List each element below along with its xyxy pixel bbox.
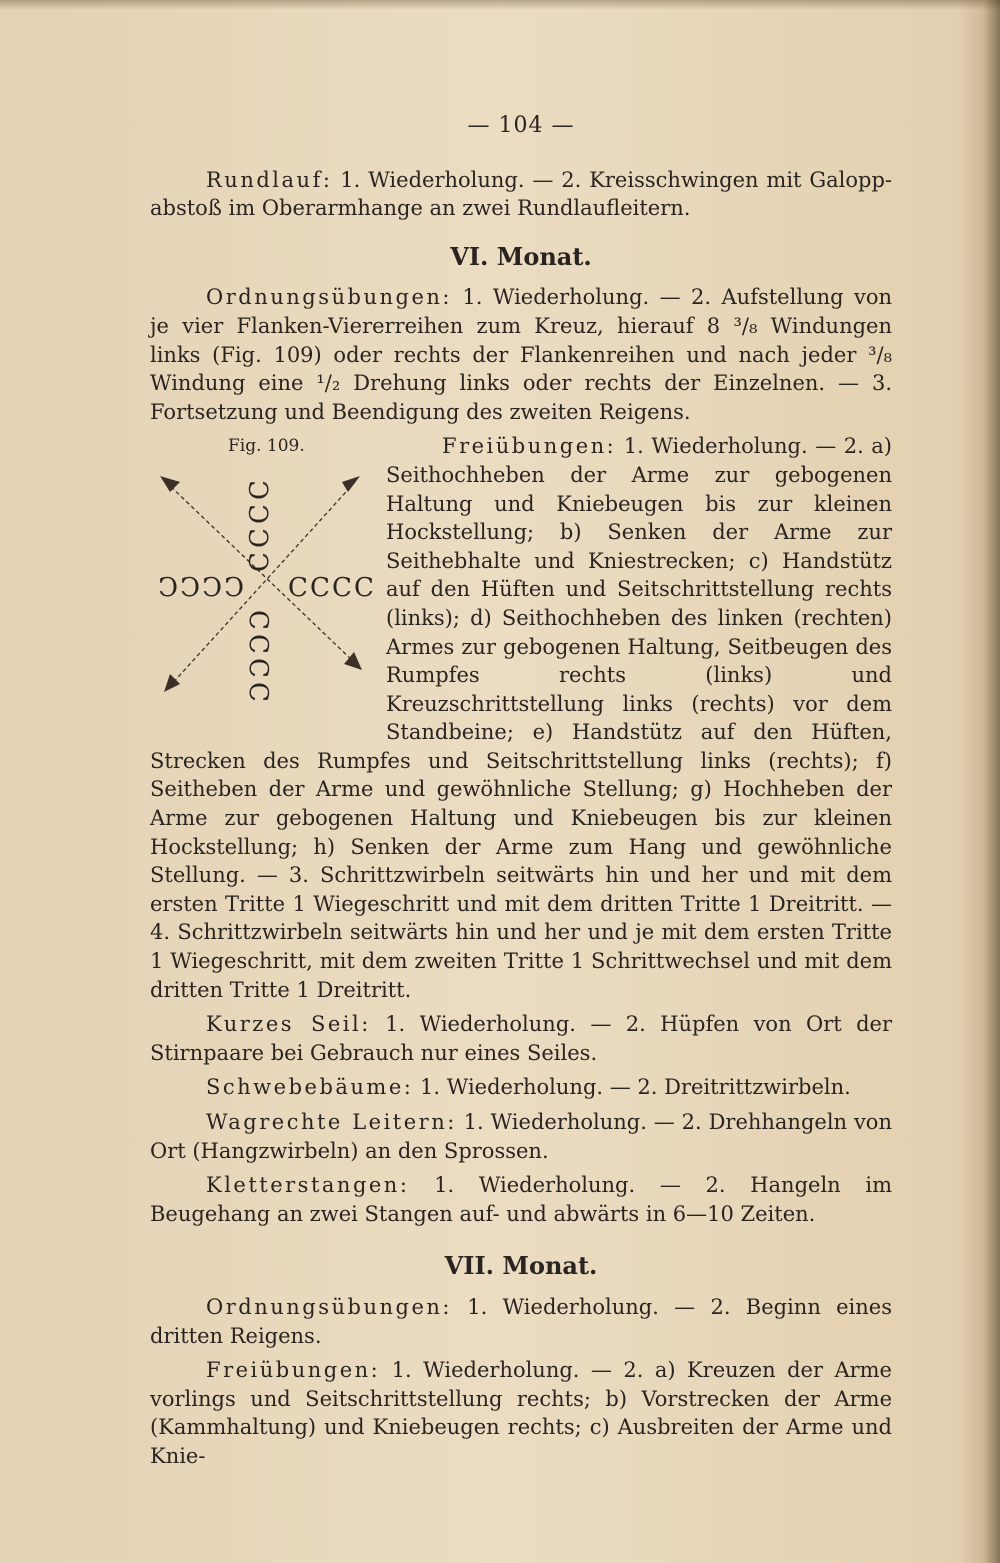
text-ordnungsuebungen-vii: 1. Wiederholung. — 2. Beginn eines dritten Reigens. — [150, 1294, 892, 1348]
heading-month-vii: VII. Monat. — [444, 1251, 598, 1281]
text-freiuebungen-vi: 1. Wiederholung. — 2. a) Seithochheben der Arme zur gebogenen Haltung und Kniebeugen bis zur kleinen Hockstellung; b) Senken der Arme zur Seithebhalte und Kniestrecken; c) Handstütz auf den Hüften und Seitschrittstellung rechts (links); d) Seithochheben des linken (rechten) Armes zur gebogenen Haltung, Seitbeugen des Rumpfes rechts (links) und Kreuzschrittstellung links (rechts) vor dem Standbeine; e) Handstütz auf den Hüften, Strecken des Rumpfes und Seitschrittstellung links (rechts); f) Seitheben der Arme und gewöhnliche Stellung; g) Hochheben der Arme zur gebogenen Haltung und Kniebeugen bis zur kleinen Hockstellung; h) Senken der Arme zum Hang und gewöhnliche Stellung. — 3. Schrittzwirbeln seitwärts hin und her und mit dem ersten Tritte 1 Wiegeschritt und mit dem dritten Tritte 1 Dreitritt. — 4. Schrittzwirbeln seitwärts hin und her und je mit dem ersten Tritte 1 Wiegeschritt, mit dem zweiten Tritte 1 Schrittwechsel und mit dem dritten Tritte 1 Dreitritt. — [150, 434, 892, 1002]
label-wagrechte-leitern: Wagrechte Leitern: — [206, 1110, 457, 1134]
label-schwebebaeume: Schwebebäume: — [206, 1075, 414, 1100]
label-kurzes-seil: Kurzes Seil: — [206, 1012, 371, 1037]
formation-mark-south-3: C — [243, 658, 273, 679]
figure-caption: Fig. 109. — [228, 436, 305, 457]
formation-mark-north-2: C — [245, 504, 275, 525]
formation-mark-south-1: C — [243, 610, 273, 631]
arrowhead-sw — [164, 674, 180, 692]
arrowhead-ne — [342, 476, 360, 492]
text-ordnungsuebungen-vi: 1. Wiederholung. — 2. Aufstellung von je vier Flanken-Viererreihen zum Kreuz, hierauf 8 ³/₈ Windungen links (Fig. 109) oder rechts der Flankenreihen und nach jeder ³/₈ Windung eine ¹/₂ Drehung links oder rechts der Einzelnen. — 3. Fortsetzung und Beendigung des zweiten Reigens. — [150, 285, 892, 424]
paragraph-ordnungsuebungen-vii — [150, 1293, 892, 1350]
label-freiuebungen-vii: Freiübungen: — [206, 1358, 381, 1383]
label-kletterstangen: Kletterstangen: — [206, 1173, 410, 1198]
paragraph-kletterstangen — [150, 1171, 892, 1228]
formation-mark-west-1: C — [158, 573, 178, 604]
formation-diagram — [150, 462, 378, 722]
page-binding-shadow — [958, 0, 1000, 1563]
heading-month-vi: VI. Monat. — [450, 241, 592, 271]
label-ordnungsuebungen-vii: Ordnungsübungen: — [206, 1294, 452, 1319]
formation-mark-west-2: C — [180, 573, 200, 604]
paragraph-wagrechte-leitern — [150, 1108, 892, 1165]
text-kurzes-seil: 1. Wiederholung. — 2. Hüpfen von Ort der Stirnpaare bei Gebrauch nur eines Seiles. — [150, 1012, 892, 1065]
page-number: — 104 — — [467, 113, 575, 138]
paragraph-kurzes-seil — [150, 1010, 892, 1067]
formation-mark-west-4: C — [224, 573, 244, 604]
arrowhead-nw — [160, 476, 180, 492]
text-freiuebungen-vii: 1. Wiederholung. — 2. a) Kreuzen der Arme vorlings und Seitschrittstellung rechts; b) Vorstrecken der Arme (Kammhaltung) und Kniebeugen rechts; c) Ausbreiten der Arme und Knie- — [150, 1358, 892, 1468]
label-ordnungsuebungen-vi: Ordnungsübungen: — [206, 285, 452, 310]
formation-mark-east-2: C — [310, 573, 330, 604]
formation-mark-south-2: C — [243, 634, 273, 655]
label-rundlauf: Rundlauf: — [206, 167, 333, 192]
paragraph-ordnungsuebungen-vi — [150, 283, 892, 426]
formation-mark-east-3: C — [332, 573, 352, 604]
paragraph-rundlauf — [150, 166, 892, 223]
arrowhead-se — [344, 652, 362, 670]
formation-mark-north-3: C — [245, 528, 275, 549]
formation-mark-north-4: C — [245, 552, 275, 573]
formation-mark-east-4: C — [354, 573, 374, 604]
figure-109 — [150, 426, 378, 724]
text-wagrechte-leitern: 1. Wiederholung. — 2. Drehhangeln von Ort (Hangzwirbeln) an den Sprossen. — [150, 1110, 892, 1163]
formation-mark-east-1: C — [288, 573, 308, 604]
formation-mark-south-4: C — [243, 682, 273, 703]
page-top-edge — [0, 0, 1000, 10]
text-schwebebaeume: 1. Wiederholung. — 2. Dreitrittzwirbeln. — [413, 1075, 851, 1100]
paragraph-freiuebungen-vii — [150, 1356, 892, 1470]
formation-mark-north-1: C — [245, 480, 275, 501]
page-text — [150, 112, 892, 1471]
text-rundlauf: 1. Wiederholung. — 2. Kreisschwingen mit Galopp-abstoß im Oberarmhange an zwei Rundlaufleitern. — [150, 167, 892, 221]
paragraph-schwebebaeume — [150, 1073, 892, 1102]
text-kletterstangen: 1. Wiederholung. — 2. Hangeln im Beugehang an zwei Stangen auf- und abwärts in 6—10 Zeiten. — [150, 1173, 892, 1226]
label-freiuebungen-vi: Freiübungen: — [442, 434, 617, 459]
formation-mark-west-3: C — [202, 573, 222, 604]
